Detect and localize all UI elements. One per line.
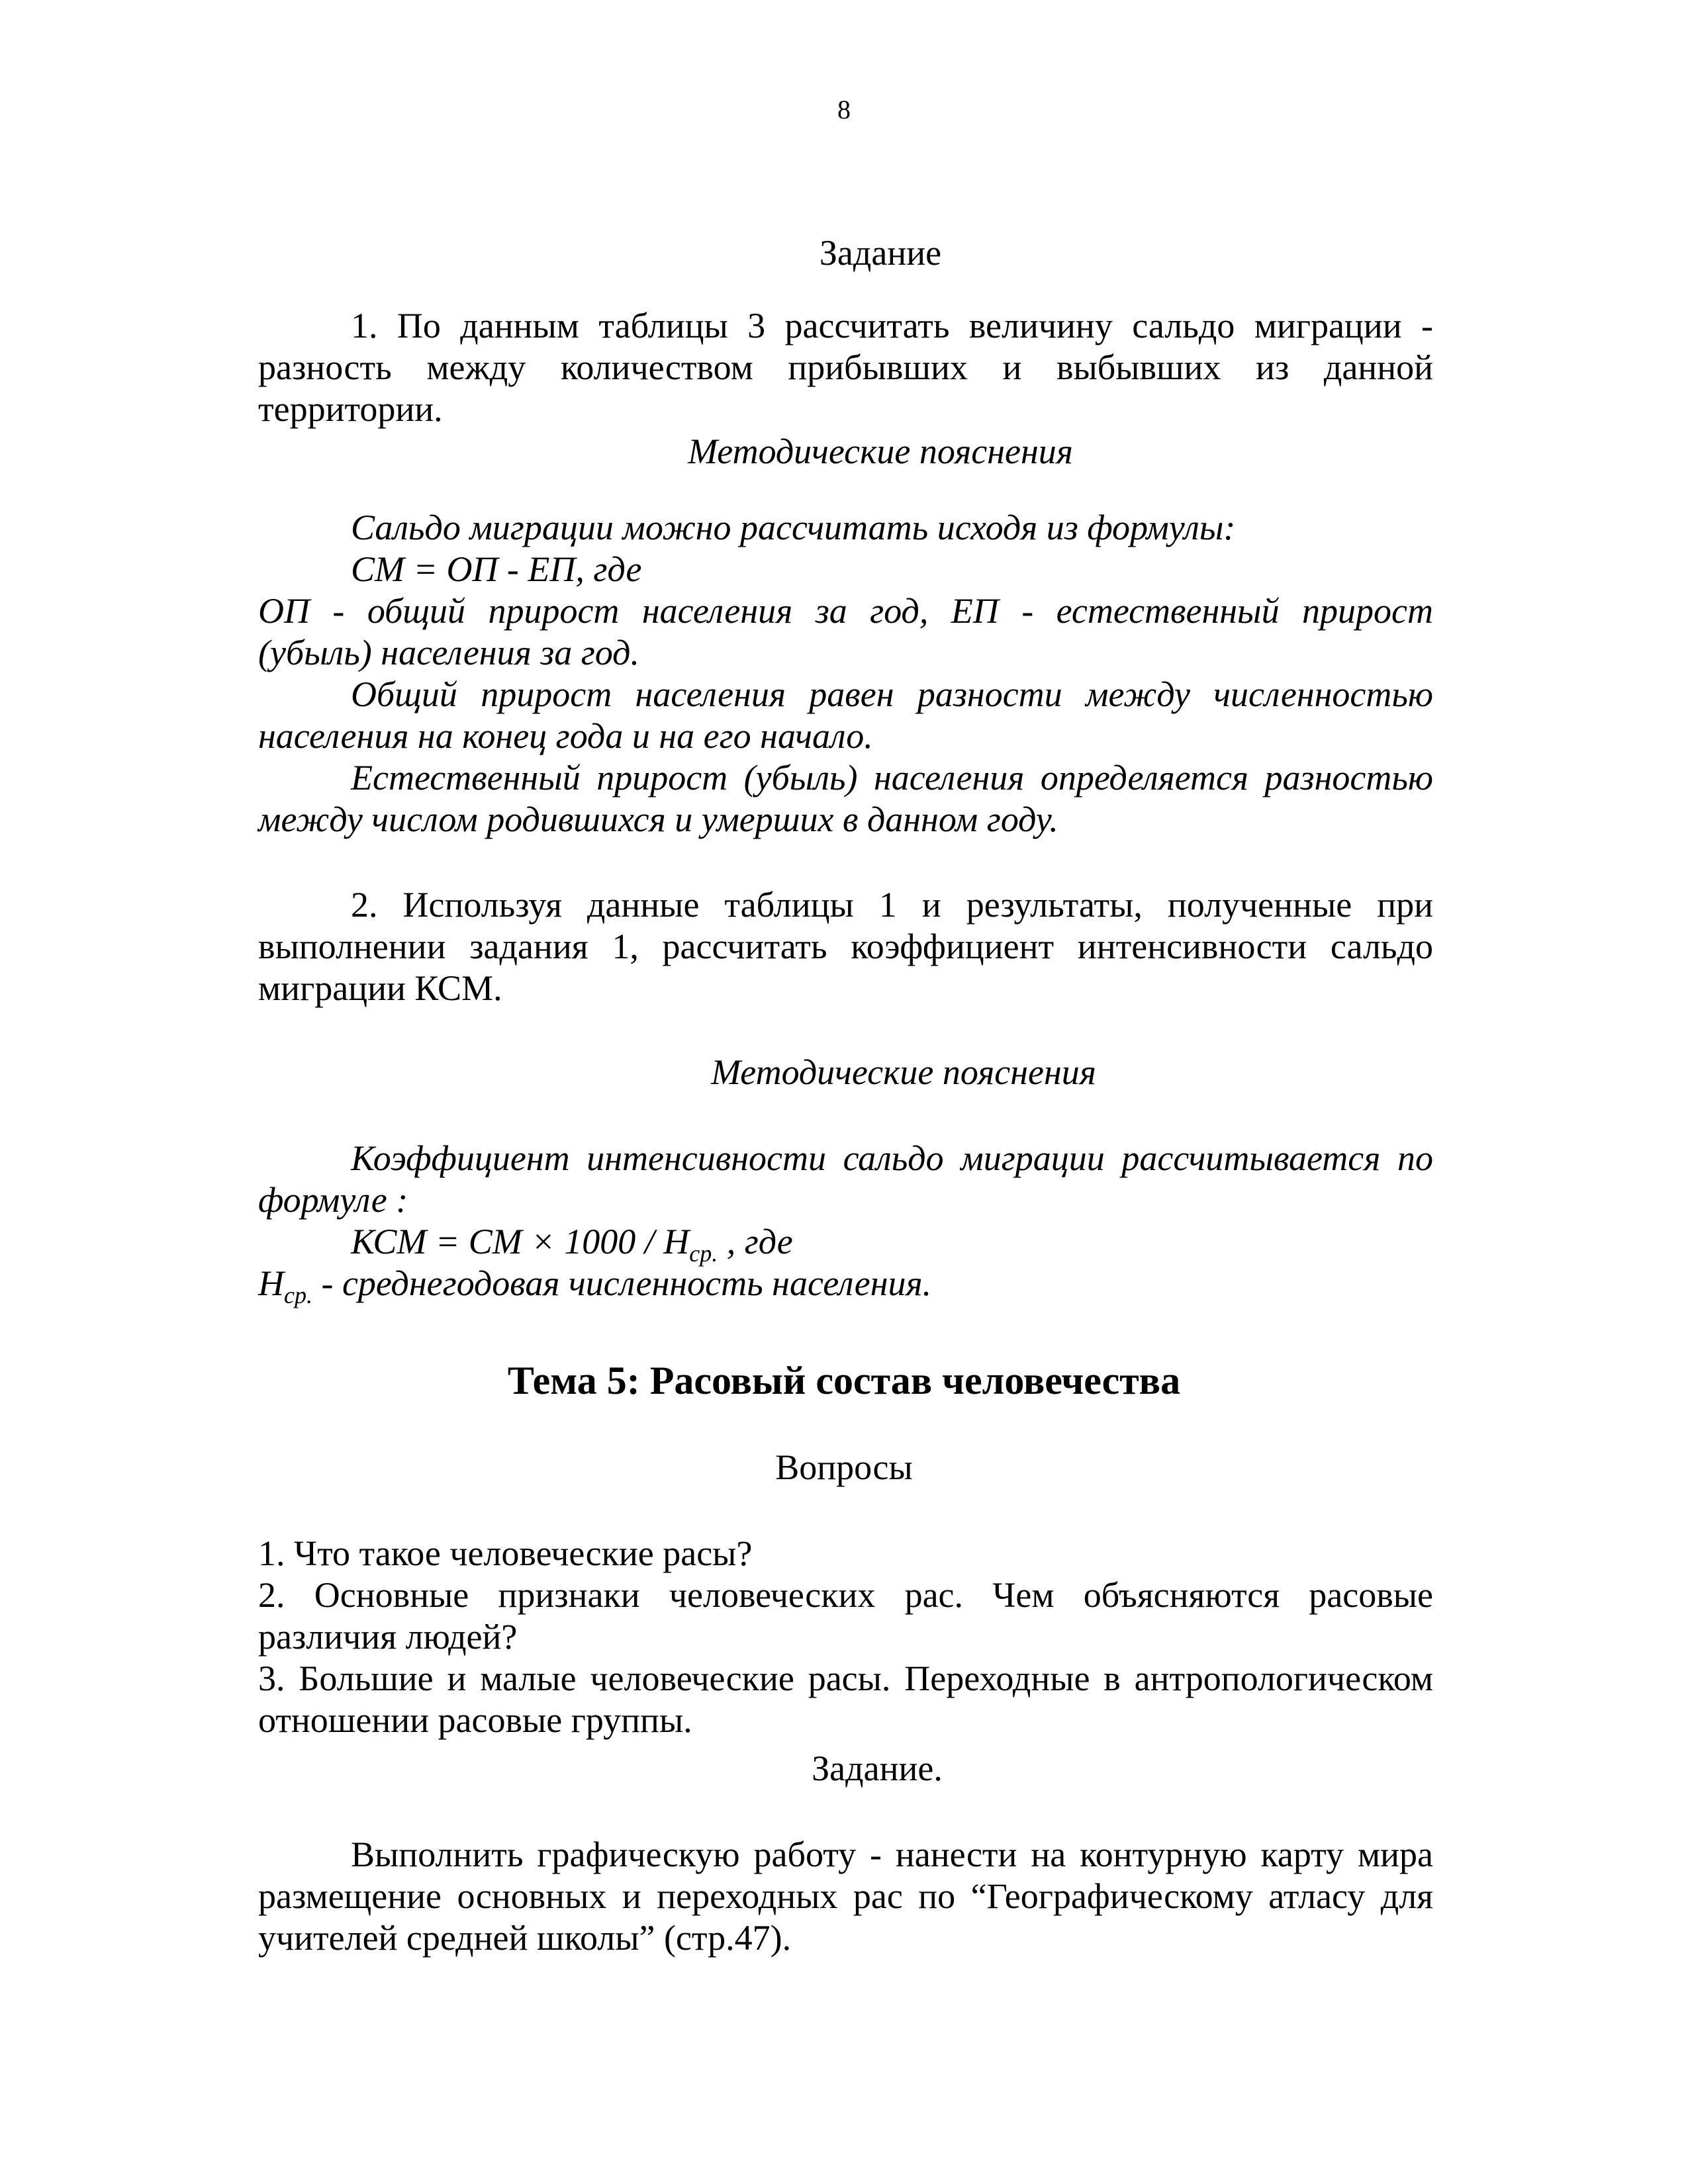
topic-task-heading: Задание. [812, 1749, 943, 1788]
question-2-line-1: 2. Основные признаки человеческих рас. Чем объясняются расовые [258, 1575, 1433, 1615]
task1-line-1: 1. По данным таблицы 3 рассчитать величину сальдо миграции - [351, 306, 1433, 345]
formula-sm: СМ = ОП - ЕП, где [351, 549, 642, 589]
definition-text: - среднегодовая численность населения. [312, 1263, 932, 1303]
notes-line-8: между числом родившихся и умерших в данном году. [258, 799, 1058, 839]
task-heading: Задание [819, 233, 942, 273]
task1-line-2: разность между количеством прибывших и выбывших из данной [258, 347, 1433, 387]
task2-line-2: выполнении задания 1, рассчитать коэффициент интенсивности сальдо [258, 927, 1433, 966]
formula-ksm [351, 1220, 793, 1267]
notes2-heading: Методические пояснения [711, 1052, 1096, 1092]
definition-subscript: ср. [284, 1281, 312, 1308]
topic-task-line-3: учителей средней школы” (стр.47). [258, 1918, 792, 1958]
notes2-line-2: формуле : [258, 1180, 408, 1220]
notes-heading: Методические пояснения [688, 432, 1073, 471]
question-2-line-2: различия людей? [258, 1617, 518, 1657]
page-number: 8 [837, 95, 851, 124]
notes2-line-1: Коэффициент интенсивности сальдо миграции рассчитывается по [351, 1138, 1433, 1178]
question-1: 1. Что такое человеческие расы? [258, 1533, 753, 1573]
question-3-line-2: отношении расовые группы. [258, 1700, 692, 1740]
formula-ksm-suffix: , где [718, 1222, 793, 1261]
notes-line-1: Сальдо миграции можно рассчитать исходя из формулы: [351, 508, 1236, 547]
topic-task-line-2: размещение основных и переходных рас по “Географическому атласу для [258, 1876, 1433, 1916]
notes-line-7: Естественный прирост (убыль) населения определяется разностью [351, 758, 1433, 797]
task2-line-3: миграции КСМ. [258, 968, 502, 1008]
task1-line-3: территории. [258, 389, 443, 429]
formula-ksm-main: КСМ = СМ × 1000 / Н [351, 1222, 690, 1261]
notes-line-6: населения на конец года и на его начало. [258, 716, 873, 756]
notes-line-4: (убыль) населения за год. [258, 633, 639, 672]
question-3-line-1: 3. Большие и малые человеческие расы. Переходные в антропологическом [258, 1659, 1433, 1698]
questions-heading: Вопросы [775, 1447, 913, 1487]
task2-line-1: 2. Используя данные таблицы 1 и результаты, полученные при [351, 885, 1433, 925]
topic-title: Тема 5: Расовый состав человечества [507, 1359, 1181, 1402]
notes-line-5: Общий прирост населения равен разности между численностью [351, 674, 1433, 714]
definition-hsr [258, 1262, 932, 1308]
topic-task-line-1: Выполнить графическую работу - нанести на контурную карту мира [351, 1835, 1433, 1874]
definition-symbol: Н [258, 1263, 284, 1303]
notes-line-3: ОП - общий прирост населения за год, ЕП - естественный прирост [258, 591, 1433, 631]
formula-ksm-subscript: ср. [689, 1240, 718, 1267]
